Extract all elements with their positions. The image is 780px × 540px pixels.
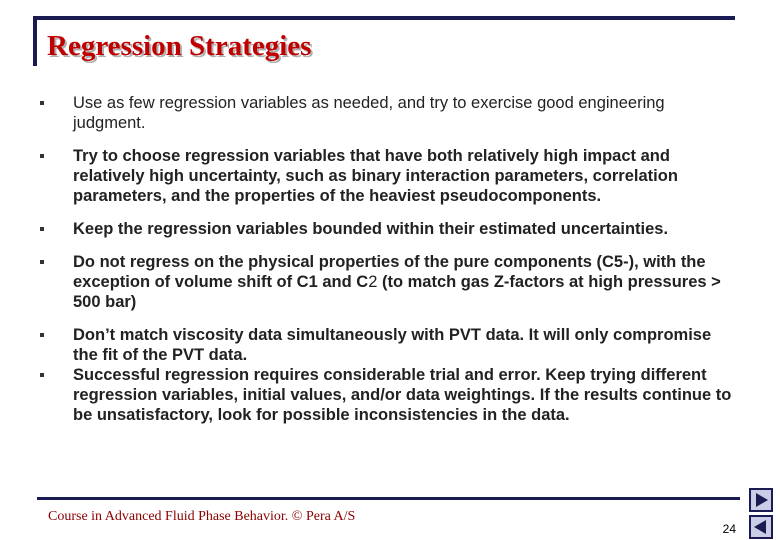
play-prev-icon: [751, 517, 771, 537]
bullet-list: [40, 93, 740, 438]
slide-title: Regression Strategies: [47, 30, 312, 62]
bullet-text-post: (to match gas Z-factors at high pressures > 500 bar): [73, 273, 721, 311]
bullet-text: Use as few regression variables as needed, and try to exercise good engineering judgment.: [73, 94, 665, 132]
bullet-text: Keep the regression variables bounded within their estimated uncertainties.: [73, 220, 669, 238]
prev-slide-button[interactable]: [749, 515, 773, 539]
bullet-marker: [40, 227, 44, 231]
bullet-text: Try to choose regression variables that have both relatively high impact and relatively high uncertainty, such as binary interaction parameters, correlation parameters, and the properties of the heaviest pseudocomponents.: [73, 147, 678, 205]
bullet-marker: [40, 373, 44, 377]
next-slide-button[interactable]: [749, 488, 773, 512]
footer-course-text: Course in Advanced Fluid Phase Behavior. © Pera A/S: [48, 509, 356, 524]
bullet-marker: [40, 260, 44, 264]
bullet-item-3: [40, 219, 740, 239]
bullet-item-4: [40, 252, 740, 312]
page-number: 24: [722, 522, 736, 536]
bullet-marker: [40, 154, 44, 158]
bullet-item-2: [40, 146, 740, 206]
title-frame-left: [33, 16, 37, 66]
bullet-item-1: [40, 93, 740, 133]
bullet-text: [73, 252, 740, 312]
play-next-icon: [751, 490, 771, 510]
bullet-item-6: [40, 365, 740, 425]
bullet-marker: [40, 333, 44, 337]
bullet-text-subscript: 2: [368, 273, 378, 291]
bullet-text: Don’t match viscosity data simultaneously with PVT data. It will only compromise the fit of the PVT data.: [73, 326, 712, 364]
bullet-text: Successful regression requires considerable trial and error. Keep trying different regression variables, initial values, and/or data weightings. If the results continue to be unsatisfactory, look for possible inconsistencies in the data.: [73, 366, 732, 424]
title-frame-top: [33, 16, 735, 20]
bullet-item-5: [40, 325, 740, 365]
footer-divider: [37, 497, 740, 500]
bullet-text-pre: Do not regress on the physical properties of the pure components (C5-), with the exception of volume shift of C1 and C: [73, 253, 706, 291]
bullet-marker: [40, 101, 44, 105]
